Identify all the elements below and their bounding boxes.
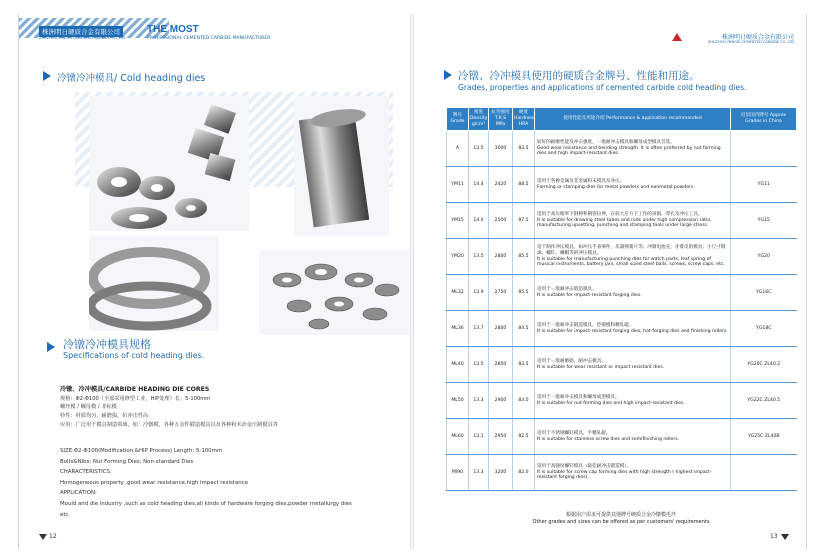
application-en: It is suitable for drawing steel tubes and rods under high compression ratio, manufacturing upsetting, punching and stamping tools under large stress. <box>537 217 712 229</box>
cell-hardness: 83.5 <box>513 131 535 167</box>
grades-table-body <box>447 131 797 491</box>
page-number-right: 13 <box>770 533 778 540</box>
cell-density: 13.9 <box>469 275 489 311</box>
cell-application <box>535 131 731 167</box>
table-header-row <box>447 108 797 131</box>
col-header-hardness: 硬度 Hardness HRA <box>513 108 535 131</box>
cell-hardness: 88.5 <box>513 167 535 203</box>
cell-hardness: 82.0 <box>513 455 535 491</box>
application-en: It is suitable for nut forming dies and high impact-resistant dies. <box>537 400 685 406</box>
table-row <box>447 455 797 491</box>
cell-approx: YG25C ZL40B <box>731 419 797 455</box>
application-cn: 适用于一般耐磨损，耐冲击模具。 <box>537 358 606 364</box>
application-cn: 适用于各种金属及非金属粉末模具及冲压。 <box>537 178 625 184</box>
cell-hardness: 84.5 <box>513 311 535 347</box>
cell-application <box>535 167 731 203</box>
cell-trs: 3000 <box>489 131 513 167</box>
company-logo-icon <box>672 33 682 41</box>
product-photo-small-dies <box>259 250 409 335</box>
cell-approx: YG20 <box>731 239 797 275</box>
cell-grade: ML32 <box>447 275 469 311</box>
spec-line-en: etc. <box>60 511 71 518</box>
cell-grade: ML36 <box>447 311 469 347</box>
cell-application <box>535 275 731 311</box>
cell-grade: ML40 <box>447 347 469 383</box>
product-photo-dies-group <box>89 96 249 231</box>
cell-density: 14.0 <box>469 203 489 239</box>
cell-approx: YG15 <box>731 203 797 239</box>
cell-grade: ML60 <box>447 419 469 455</box>
cell-trs: 2800 <box>489 311 513 347</box>
table-row <box>447 275 797 311</box>
cell-approx: YG16C <box>731 275 797 311</box>
cell-density: 14.4 <box>469 167 489 203</box>
spec-line-cn: 应用：广泛用于模具制造领域，如：冷镦模，各种五金件锻造模具以及各种粉末冶金压制模具等 <box>60 421 278 428</box>
right-page <box>414 14 807 549</box>
spec-line-cn: 特性：材质均匀，耐磨损，抗冲击性高 <box>60 413 149 420</box>
cell-approx <box>731 455 797 491</box>
application-cn: 适用于高强度螺钉模具（最佳耐冲击锻造模）。 <box>537 464 632 470</box>
cell-approx: YG22C ZL40.5 <box>731 383 797 419</box>
cell-approx: YG20C ZL40.2 <box>731 347 797 383</box>
page-number-left: 12 <box>49 533 57 540</box>
spec-line-en: SIZE:Φ2-Φ100(Modification.&HIP Process) Length: 5-100mm <box>60 448 223 454</box>
table-row <box>447 347 797 383</box>
page-marker-icon <box>781 534 789 540</box>
cell-approx <box>731 131 797 167</box>
application-en: It is suitable for manufacturing punching dies for watch parts, leaf spring of musical instruments, battery jars, small sized steel balls, screws, screw caps, etc. <box>537 256 725 268</box>
table-row <box>447 311 797 347</box>
left-page <box>18 14 411 549</box>
cell-density: 13.7 <box>469 311 489 347</box>
product-photo-cylinder-die <box>294 96 389 236</box>
spec-heading: 冷镦、冷冲模具/CARBIDE HEADING DIE CORES <box>60 386 210 393</box>
spec-block-en <box>60 446 410 520</box>
cell-grade: YM15 <box>447 203 469 239</box>
grades-subtitle: Grades, properties and applications of cemented carbide cold heading dies. <box>458 83 747 92</box>
application-cn: 较好的耐磨性能及冲击强度，一般耐冲击模具和螺母成型模具首选。 <box>537 140 675 146</box>
cell-hardness: 83.0 <box>513 383 535 419</box>
section-title: 冷镦冷冲模具/ Cold heading dies <box>57 73 206 84</box>
cell-application <box>535 203 731 239</box>
spec-line-cn: 规格：Φ2-Φ100（全部采用修型工业，HIP处理）长：5-100mm <box>60 395 211 402</box>
footnote-en: Other grades and sizes can be offered as per customers' requirements <box>532 519 710 525</box>
cell-hardness: 85.5 <box>513 275 535 311</box>
cell-hardness: 82.5 <box>513 419 535 455</box>
spec-title: 冷镦冷冲模具规格 <box>63 338 151 351</box>
cell-grade: ML50 <box>447 383 469 419</box>
company-name-en-right: ZHUZHOU MINGRI CEMENTED CARBIDE CO.,LTD <box>707 40 794 44</box>
company-name-cn-right: 株洲明日硬质合金有限公司 <box>721 34 794 41</box>
section-arrow-icon <box>43 71 51 81</box>
application-cn: 适用于一般耐冲击锻造模具，热锻模和精轧辊。 <box>537 322 634 328</box>
cell-trs: 2420 <box>489 167 513 203</box>
company-name-cn: 株洲明日硬质合金有限公司 <box>39 26 123 37</box>
table-row <box>447 203 797 239</box>
spec-line-cn: 螺丝模 / 螺母模 / 非标模 <box>60 404 117 411</box>
table-row <box>447 419 797 455</box>
cell-trs: 2800 <box>489 239 513 275</box>
cell-trs: 2750 <box>489 275 513 311</box>
table-row <box>447 167 797 203</box>
brand-subtitle: PROFESSIONAL CEMENTED CARBIDE MANUFACTURER <box>147 36 271 41</box>
cell-trs: 2500 <box>489 203 513 239</box>
spec-block-cn <box>60 386 400 430</box>
cell-application <box>535 239 731 275</box>
cell-grade: MI90 <box>447 455 469 491</box>
col-header-approx: 近似国内牌号 Approx Grades in China <box>731 108 797 131</box>
cell-density: 13.5 <box>469 131 489 167</box>
cell-grade: YM20 <box>447 239 469 275</box>
footnote-cn: 根据用户需求可提供其他牌号硬质合金冷镦模毛坯 <box>565 512 676 518</box>
cell-density: 13.3 <box>469 455 489 491</box>
application-en: Good wear resistance and bending strength. It is often preferred by nut forming dies and high impact-resistant dies. <box>537 145 721 157</box>
grades-arrow-icon <box>444 70 452 80</box>
application-cn: 适用于一般耐冲击锻造模具。 <box>537 286 597 292</box>
col-header-trs: 抗弯强度 T.R.S MPa <box>489 108 513 131</box>
cell-density: 13.5 <box>469 239 489 275</box>
cell-application <box>535 455 731 491</box>
table-row <box>447 131 797 167</box>
application-en: Forming or stamping dies for metal powders and nonmetal powders. <box>537 184 695 190</box>
grades-table <box>446 107 797 491</box>
cell-application <box>535 311 731 347</box>
application-en: It is suitable for screw cap forming dies with high strength ( highest impact-resistant forging dies). <box>537 469 712 481</box>
cell-hardness: 87.5 <box>513 203 535 239</box>
cell-trs: 2850 <box>489 347 513 383</box>
application-en: It is suitable for impact-resistant forging dies, hot-forging dies and finishing rollers. <box>537 328 728 334</box>
cell-density: 13.5 <box>469 347 489 383</box>
col-header-grade: 牌号 Grade <box>447 108 469 131</box>
spec-subtitle: Specifications of cold heading dies. <box>63 351 205 360</box>
cell-grade: A <box>447 131 469 167</box>
application-cn: 适于制作冲压模具，如冲压手表零件，乐器弹簧片等；冲制电池壳，牙膏皮的模具；小尺寸钢球、螺钉、螺帽等的冲压模具。 <box>537 245 726 256</box>
application-cn: 适用于不锈钢螺钉模具，半精轧辊。 <box>537 430 611 436</box>
table-row <box>447 239 797 275</box>
application-en: It is suitable for impact-resistant forging dies. <box>537 292 642 298</box>
cell-application <box>535 383 731 419</box>
page-marker-icon <box>39 534 47 540</box>
header-band <box>19 14 411 44</box>
spec-line-en: CHARACTERISTICS: <box>60 469 112 476</box>
cell-trs: 3200 <box>489 455 513 491</box>
table-row <box>447 383 797 419</box>
cell-application <box>535 419 731 455</box>
cell-approx: YG18C <box>731 311 797 347</box>
cell-trs: 2900 <box>489 383 513 419</box>
application-en: It is suitable for wear resistant or impact resistant dies. <box>537 364 665 370</box>
cell-approx: YG11 <box>731 167 797 203</box>
spec-line-en: Bolts&Nibs; Nut Forming Dies; Non-standard Dies <box>60 458 194 465</box>
col-header-application: 使用性能及用途介绍 Performance & application recommended <box>535 108 731 131</box>
cell-application <box>535 347 731 383</box>
application-en: It is suitable for stainless screw dies and semifinishing rollers. <box>537 436 680 442</box>
brand-title: THE MOST <box>147 24 199 35</box>
spec-line-en: Mould and die industry ,such as cold heading dies,all kinds of hardware forging dies,powder metallurgy dies <box>60 500 352 507</box>
spec-line-en: APPLICATION: <box>60 490 97 497</box>
cell-density: 13.1 <box>469 419 489 455</box>
spec-arrow-icon <box>47 342 55 352</box>
spec-line-en: Homogeneous property ,good wear resistance,high impact resistance <box>60 479 248 486</box>
cell-hardness: 85.5 <box>513 239 535 275</box>
cell-hardness: 83.5 <box>513 347 535 383</box>
application-cn: 适用于高压缩率下钢棒和钢管拉伸，在较大应力下工作的顶锻、穿孔及冲压工具。 <box>537 212 703 218</box>
table-footnote <box>446 512 796 526</box>
product-photo-large-rings <box>89 236 219 331</box>
col-header-density: 密度 Density g/cm³ <box>469 108 489 131</box>
application-cn: 适用于一般耐冲击模具和螺母成型模具。 <box>537 394 620 400</box>
grades-title: 冷镦、冷冲模具使用的硬质合金牌号、性能和用途。 <box>458 70 700 82</box>
company-name-en: ZHUZHOU MINGRI CEMENTED CARBIDE CO.,LTD <box>39 36 126 40</box>
cell-grade: YM11 <box>447 167 469 203</box>
cell-trs: 2950 <box>489 419 513 455</box>
cell-density: 13.3 <box>469 383 489 419</box>
